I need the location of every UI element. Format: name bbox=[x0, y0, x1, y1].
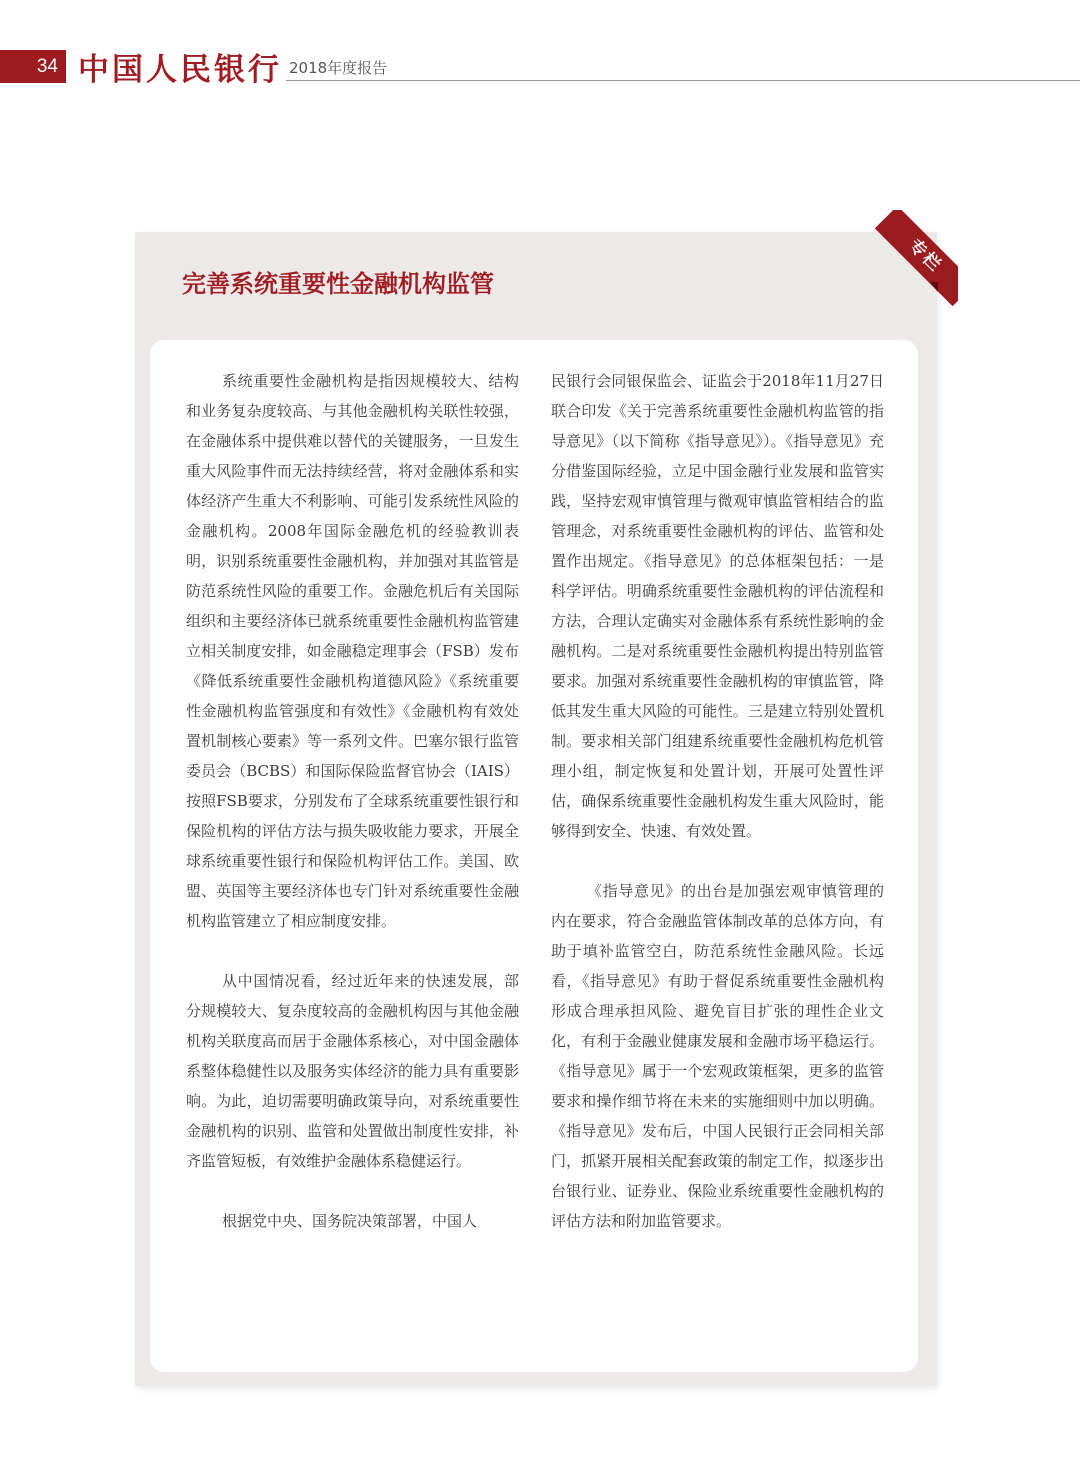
paragraph: 《指导意见》的出台是加强宏观审慎管理的内在要求，符合金融监管体制改革的总体方向，有助于填补监管空白，防范系统性金融风险。长远看，《指导意见》有助于督促系统重要性金融机构形成合理承担风险、避免盲目扩张的理性企业文化，有利于金融业健康发展和金融市场平稳运行。《指导意见》属于一个宏观政策框架，更多的监管要求和操作细节将在未来的实施细则中加以明确。《指导意见》发布后，中国人民银行正会同相关部门，抓紧开展相关配套政策的制定工作，拟逐步出台银行业、证券业、保险业系统重要性金融机构的评估方法和附加监管要求。 bbox=[551, 882, 884, 1230]
right-column bbox=[551, 366, 884, 1236]
report-label: 2018年度报告 bbox=[289, 59, 388, 77]
bank-name-logo: 中国人民银行 bbox=[78, 52, 282, 88]
header-divider bbox=[286, 80, 1080, 81]
paragraph: 民银行会同银保监会、证监会于2018年11月27日联合印发《关于完善系统重要性金融机构监管的指导意见》（以下简称《指导意见》）。《指导意见》充分借鉴国际经验，立足中国金融行业发展和监管实践，坚持宏观审慎管理与微观审慎监管相结合的监管理念，对系统重要性金融机构的评估、监管和处置作出规定。《指导意见》的总体框架包括：一是科学评估。明确系统重要性金融机构的评估流程和方法，合理认定确实对金融体系有系统性影响的金融机构。二是对系统重要性金融机构提出特别监管要求。加强对系统重要性金融机构的审慎监管，降低其发生重大风险的可能性。三是建立特别处置机制。要求相关部门组建系统重要性金融机构危机管理小组，制定恢复和处置计划，开展可处置性评估，确保系统重要性金融机构发生重大风险时，能够得到安全、快速、有效处置。 bbox=[551, 372, 884, 840]
left-column bbox=[186, 366, 519, 1236]
page-number: 34 bbox=[0, 50, 66, 83]
feature-tag-ribbon bbox=[862, 210, 958, 306]
paragraph: 根据党中央、国务院决策部署，中国人 bbox=[222, 1212, 478, 1230]
feature-tag: 专栏 bbox=[875, 210, 958, 306]
ribbon-fold bbox=[930, 282, 938, 292]
paragraph: 从中国情况看，经过近年来的快速发展，部分规模较大、复杂度较高的金融机构因与其他金融机构关联度高而居于金融体系核心，对中国金融体系整体稳健性以及服务实体经济的能力具有重要影响。为此，迫切需要明确政策导向，对系统重要性金融机构的识别、监管和处置做出制度性安排，补齐监管短板，有效维护金融体系稳健运行。 bbox=[186, 972, 519, 1170]
feature-title: 完善系统重要性金融机构监管 bbox=[182, 270, 494, 298]
paragraph: 系统重要性金融机构是指因规模较大、结构和业务复杂度较高、与其他金融机构关联性较强，在金融体系中提供难以替代的关键服务，一旦发生重大风险事件而无法持续经营，将对金融体系和实体经济产生重大不利影响、可能引发系统性风险的金融机构。2008年国际金融危机的经验教训表明，识别系统重要性金融机构，并加强对其监管是防范系统性风险的重要工作。金融危机后有关国际组织和主要经济体已就系统重要性金融机构监管建立相关制度安排，如金融稳定理事会（FSB）发布《降低系统重要性金融机构道德风险》《系统重要性金融机构监管强度和有效性》《金融机构有效处置机制核心要素》等一系列文件。巴塞尔银行监管委员会（BCBS）和国际保险监督官协会（IAIS）按照FSB要求，分别发布了全球系统重要性银行和保险机构的评估方法与损失吸收能力要求，开展全球系统重要性银行和保险机构评估工作。美国、欧盟、英国等主要经济体也专门针对系统重要性金融机构监管建立了相应制度安排。 bbox=[186, 372, 519, 930]
